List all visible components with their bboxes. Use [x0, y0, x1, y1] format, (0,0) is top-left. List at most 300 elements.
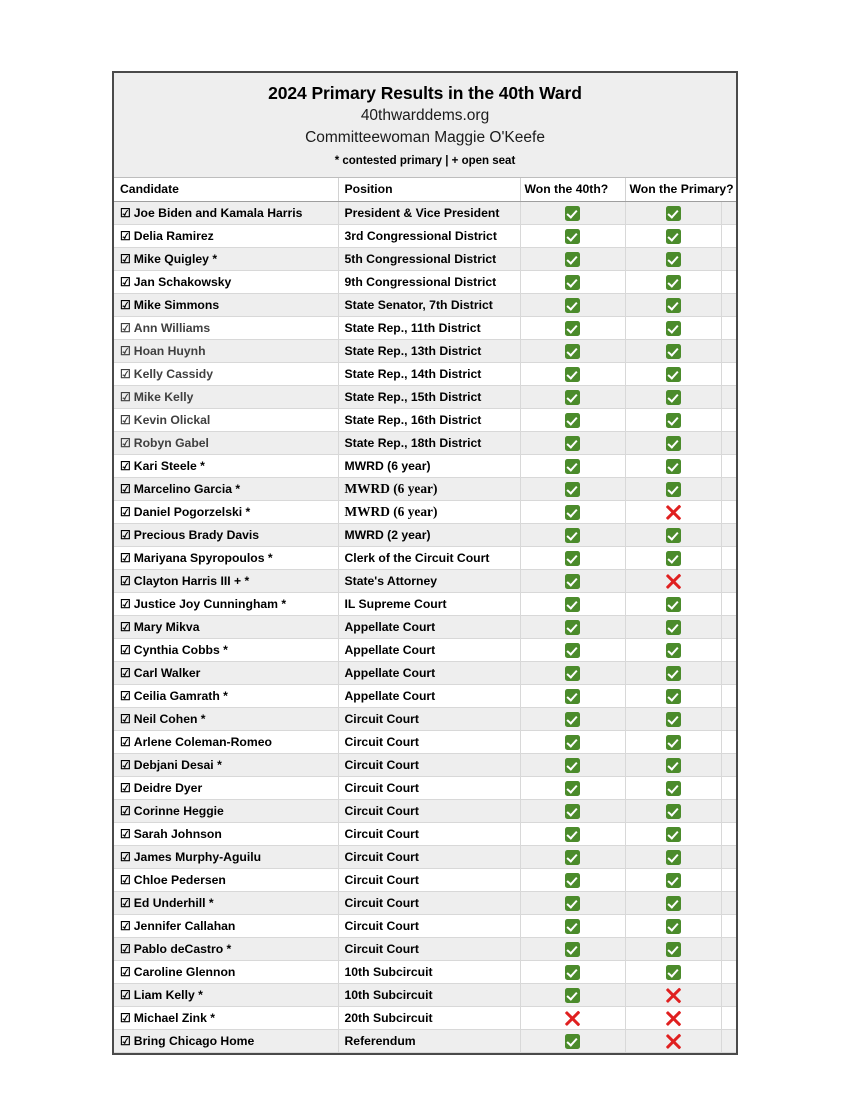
won-primary-cell — [625, 800, 721, 823]
trailing-spacer-cell — [721, 409, 736, 432]
ballot-box-check-icon: ☑ — [120, 367, 131, 382]
candidate-name: Michael Zink * — [133, 1011, 216, 1026]
position-cell: Circuit Court — [338, 800, 520, 823]
candidate-name: Delia Ramirez — [133, 229, 214, 244]
check-mark-icon — [565, 827, 580, 842]
won-40th-cell — [520, 271, 625, 294]
won-40th-cell — [520, 593, 625, 616]
table-row — [114, 593, 736, 616]
table-row — [114, 1007, 736, 1030]
candidate-cell — [114, 685, 338, 708]
won-40th-cell — [520, 570, 625, 593]
won-40th-cell — [520, 524, 625, 547]
table-row — [114, 225, 736, 248]
won-40th-cell — [520, 501, 625, 524]
won-primary-cell — [625, 1007, 721, 1030]
won-primary-cell — [625, 961, 721, 984]
check-mark-icon — [565, 551, 580, 566]
won-40th-cell — [520, 961, 625, 984]
won-primary-cell — [625, 524, 721, 547]
trailing-spacer-cell — [721, 570, 736, 593]
check-mark-icon — [565, 252, 580, 267]
position-cell: Circuit Court — [338, 777, 520, 800]
won-40th-cell — [520, 248, 625, 271]
candidate-name: Carl Walker — [133, 666, 201, 681]
ballot-box-check-icon: ☑ — [120, 275, 131, 290]
check-mark-icon — [666, 321, 681, 336]
cross-mark-icon — [665, 987, 682, 1004]
ballot-box-check-icon: ☑ — [120, 298, 131, 313]
trailing-spacer-cell — [721, 271, 736, 294]
table-header-row — [114, 178, 736, 202]
candidate-name: Debjani Desai * — [133, 758, 222, 773]
candidate-name: Kelly Cassidy — [133, 367, 214, 382]
won-primary-cell — [625, 317, 721, 340]
candidate-cell — [114, 1030, 338, 1053]
legend-footnote: * contested primary | + open seat — [334, 154, 516, 167]
trailing-spacer-cell — [721, 225, 736, 248]
trailing-spacer-cell — [721, 892, 736, 915]
won-primary-cell — [625, 478, 721, 501]
ballot-box-check-icon: ☑ — [120, 896, 131, 911]
position-cell: Circuit Court — [338, 938, 520, 961]
position-cell: Circuit Court — [338, 708, 520, 731]
won-primary-cell — [625, 823, 721, 846]
table-row — [114, 662, 736, 685]
ballot-box-check-icon: ☑ — [120, 827, 131, 842]
trailing-spacer-cell — [721, 501, 736, 524]
candidate-name: James Murphy-Aguilu — [133, 850, 262, 865]
table-row — [114, 915, 736, 938]
trailing-spacer-cell — [721, 432, 736, 455]
candidate-cell — [114, 915, 338, 938]
trailing-spacer-cell — [721, 363, 736, 386]
position-cell: MWRD (6 year) — [338, 478, 520, 501]
check-mark-icon — [666, 298, 681, 313]
check-mark-icon — [666, 804, 681, 819]
check-mark-icon — [565, 781, 580, 796]
ballot-box-check-icon: ☑ — [120, 206, 131, 221]
check-mark-icon — [666, 919, 681, 934]
trailing-spacer-cell — [721, 823, 736, 846]
position-cell: State Rep., 16th District — [338, 409, 520, 432]
results-table — [114, 178, 736, 1053]
check-mark-icon — [565, 919, 580, 934]
candidate-name: Caroline Glennon — [133, 965, 236, 980]
table-row — [114, 731, 736, 754]
ballot-box-check-icon: ☑ — [120, 1034, 131, 1049]
table-row — [114, 984, 736, 1007]
candidate-name: Mike Simmons — [133, 298, 220, 313]
ballot-box-check-icon: ☑ — [120, 873, 131, 888]
position-cell: State Rep., 11th District — [338, 317, 520, 340]
candidate-name: Ceilia Gamrath * — [133, 689, 228, 704]
position-cell: State Rep., 13th District — [338, 340, 520, 363]
position-cell: MWRD (2 year) — [338, 524, 520, 547]
won-40th-cell — [520, 846, 625, 869]
won-primary-cell — [625, 340, 721, 363]
trailing-spacer-cell — [721, 639, 736, 662]
won-40th-cell — [520, 225, 625, 248]
won-primary-cell — [625, 547, 721, 570]
candidate-cell — [114, 869, 338, 892]
trailing-spacer-cell — [721, 754, 736, 777]
cross-mark-icon — [564, 1010, 581, 1027]
candidate-cell — [114, 524, 338, 547]
check-mark-icon — [565, 620, 580, 635]
won-primary-cell — [625, 616, 721, 639]
table-row — [114, 869, 736, 892]
check-mark-icon — [565, 367, 580, 382]
check-mark-icon — [565, 298, 580, 313]
table-row — [114, 777, 736, 800]
position-cell: State Rep., 14th District — [338, 363, 520, 386]
won-primary-cell — [625, 225, 721, 248]
ballot-box-check-icon: ☑ — [120, 758, 131, 773]
won-primary-cell — [625, 202, 721, 225]
ballot-box-check-icon: ☑ — [120, 528, 131, 543]
candidate-cell — [114, 593, 338, 616]
check-mark-icon — [565, 689, 580, 704]
ballot-box-check-icon: ☑ — [120, 988, 131, 1003]
trailing-spacer-cell — [721, 294, 736, 317]
trailing-spacer-cell — [721, 777, 736, 800]
won-40th-cell — [520, 639, 625, 662]
won-primary-cell — [625, 892, 721, 915]
ballot-box-check-icon: ☑ — [120, 735, 131, 750]
check-mark-icon — [565, 528, 580, 543]
check-mark-icon — [565, 436, 580, 451]
table-row — [114, 685, 736, 708]
table-row — [114, 478, 736, 501]
table-row — [114, 570, 736, 593]
check-mark-icon — [666, 827, 681, 842]
position-cell: Circuit Court — [338, 869, 520, 892]
candidate-cell — [114, 892, 338, 915]
candidate-cell — [114, 570, 338, 593]
trailing-spacer-cell — [721, 524, 736, 547]
trailing-spacer-cell — [721, 317, 736, 340]
candidate-cell — [114, 432, 338, 455]
won-40th-cell — [520, 984, 625, 1007]
candidate-cell — [114, 639, 338, 662]
won-primary-cell — [625, 432, 721, 455]
won-primary-cell — [625, 938, 721, 961]
cross-mark-icon — [665, 1033, 682, 1050]
check-mark-icon — [666, 666, 681, 681]
position-cell: Circuit Court — [338, 892, 520, 915]
position-cell: Appellate Court — [338, 616, 520, 639]
trailing-spacer-cell — [721, 248, 736, 271]
table-row — [114, 754, 736, 777]
won-primary-cell — [625, 984, 721, 1007]
won-40th-cell — [520, 915, 625, 938]
check-mark-icon — [565, 505, 580, 520]
check-mark-icon — [565, 942, 580, 957]
table-row — [114, 524, 736, 547]
won-40th-cell — [520, 731, 625, 754]
won-40th-cell — [520, 708, 625, 731]
ballot-box-check-icon: ☑ — [120, 804, 131, 819]
ballot-box-check-icon: ☑ — [120, 666, 131, 681]
ballot-box-check-icon: ☑ — [120, 390, 131, 405]
candidate-name: Neil Cohen * — [133, 712, 206, 727]
column-header-position: Position — [338, 178, 520, 202]
cross-mark-icon — [665, 504, 682, 521]
check-mark-icon — [565, 712, 580, 727]
won-primary-cell — [625, 662, 721, 685]
table-row — [114, 800, 736, 823]
table-row — [114, 432, 736, 455]
trailing-spacer-cell — [721, 915, 736, 938]
position-cell: Appellate Court — [338, 662, 520, 685]
candidate-cell — [114, 846, 338, 869]
candidate-name: Ann Williams — [133, 321, 211, 336]
candidate-name: Mike Kelly — [133, 390, 194, 405]
table-row — [114, 202, 736, 225]
candidate-name: Daniel Pogorzelski * — [133, 505, 251, 520]
results-card — [112, 71, 738, 1055]
table-row — [114, 248, 736, 271]
candidate-cell — [114, 616, 338, 639]
table-row — [114, 271, 736, 294]
check-mark-icon — [666, 896, 681, 911]
column-header-won-40th: Won the 40th? — [520, 178, 625, 202]
position-cell: 3rd Congressional District — [338, 225, 520, 248]
check-mark-icon — [565, 275, 580, 290]
ballot-box-check-icon: ☑ — [120, 459, 131, 474]
won-primary-cell — [625, 1030, 721, 1053]
table-row — [114, 409, 736, 432]
table-row — [114, 708, 736, 731]
check-mark-icon — [666, 229, 681, 244]
table-row — [114, 455, 736, 478]
check-mark-icon — [666, 689, 681, 704]
committeewoman-label: Committeewoman Maggie O'Keefe — [305, 129, 545, 147]
candidate-cell — [114, 294, 338, 317]
candidate-name: Mary Mikva — [133, 620, 200, 635]
table-row — [114, 547, 736, 570]
trailing-spacer-cell — [721, 202, 736, 225]
won-40th-cell — [520, 938, 625, 961]
won-40th-cell — [520, 202, 625, 225]
ballot-box-check-icon: ☑ — [120, 689, 131, 704]
ballot-box-check-icon: ☑ — [120, 712, 131, 727]
candidate-name: Chloe Pedersen — [133, 873, 226, 888]
check-mark-icon — [666, 436, 681, 451]
check-mark-icon — [666, 551, 681, 566]
won-primary-cell — [625, 708, 721, 731]
won-40th-cell — [520, 317, 625, 340]
check-mark-icon — [666, 597, 681, 612]
ballot-box-check-icon: ☑ — [120, 781, 131, 796]
table-row — [114, 340, 736, 363]
check-mark-icon — [565, 666, 580, 681]
candidate-name: Liam Kelly * — [133, 988, 203, 1003]
trailing-spacer-cell — [721, 984, 736, 1007]
check-mark-icon — [565, 390, 580, 405]
trailing-spacer-cell — [721, 593, 736, 616]
table-row — [114, 892, 736, 915]
check-mark-icon — [565, 229, 580, 244]
check-mark-icon — [666, 965, 681, 980]
candidate-cell — [114, 547, 338, 570]
won-40th-cell — [520, 340, 625, 363]
won-40th-cell — [520, 616, 625, 639]
candidate-cell — [114, 363, 338, 386]
won-primary-cell — [625, 731, 721, 754]
check-mark-icon — [565, 321, 580, 336]
won-primary-cell — [625, 386, 721, 409]
won-40th-cell — [520, 455, 625, 478]
check-mark-icon — [565, 988, 580, 1003]
check-mark-icon — [565, 850, 580, 865]
candidate-cell — [114, 662, 338, 685]
check-mark-icon — [565, 344, 580, 359]
column-header-won-primary: Won the Primary? — [625, 178, 736, 202]
won-primary-cell — [625, 271, 721, 294]
won-40th-cell — [520, 294, 625, 317]
won-40th-cell — [520, 363, 625, 386]
candidate-cell — [114, 340, 338, 363]
trailing-spacer-cell — [721, 708, 736, 731]
check-mark-icon — [666, 850, 681, 865]
candidate-cell — [114, 409, 338, 432]
won-primary-cell — [625, 248, 721, 271]
won-40th-cell — [520, 685, 625, 708]
check-mark-icon — [666, 482, 681, 497]
check-mark-icon — [666, 275, 681, 290]
ballot-box-check-icon: ☑ — [120, 942, 131, 957]
trailing-spacer-cell — [721, 1030, 736, 1053]
check-mark-icon — [565, 735, 580, 750]
check-mark-icon — [565, 643, 580, 658]
table-row — [114, 363, 736, 386]
trailing-spacer-cell — [721, 938, 736, 961]
position-cell: State Rep., 18th District — [338, 432, 520, 455]
won-primary-cell — [625, 570, 721, 593]
won-primary-cell — [625, 869, 721, 892]
candidate-cell — [114, 317, 338, 340]
trailing-spacer-cell — [721, 961, 736, 984]
table-body — [114, 202, 736, 1053]
position-cell: 10th Subcircuit — [338, 961, 520, 984]
check-mark-icon — [666, 367, 681, 382]
trailing-spacer-cell — [721, 547, 736, 570]
position-cell: State Senator, 7th District — [338, 294, 520, 317]
trailing-spacer-cell — [721, 386, 736, 409]
cross-mark-icon — [665, 573, 682, 590]
trailing-spacer-cell — [721, 478, 736, 501]
trailing-spacer-cell — [721, 455, 736, 478]
ballot-box-check-icon: ☑ — [120, 252, 131, 267]
candidate-name: Deidre Dyer — [133, 781, 203, 796]
candidate-name: Arlene Coleman-Romeo — [133, 735, 272, 750]
candidate-name: Justice Joy Cunningham * — [133, 597, 287, 612]
position-cell: Referendum — [338, 1030, 520, 1053]
candidate-cell — [114, 478, 338, 501]
candidate-cell — [114, 754, 338, 777]
ballot-box-check-icon: ☑ — [120, 919, 131, 934]
check-mark-icon — [666, 206, 681, 221]
position-cell: 10th Subcircuit — [338, 984, 520, 1007]
position-cell: Circuit Court — [338, 846, 520, 869]
ballot-box-check-icon: ☑ — [120, 505, 131, 520]
table-row — [114, 386, 736, 409]
table-row — [114, 823, 736, 846]
position-cell: Circuit Court — [338, 823, 520, 846]
won-40th-cell — [520, 386, 625, 409]
won-primary-cell — [625, 846, 721, 869]
won-primary-cell — [625, 363, 721, 386]
table-row — [114, 1030, 736, 1053]
check-mark-icon — [565, 804, 580, 819]
won-primary-cell — [625, 294, 721, 317]
table-row — [114, 938, 736, 961]
position-cell: Appellate Court — [338, 639, 520, 662]
check-mark-icon — [565, 597, 580, 612]
candidate-name: Marcelino Garcia * — [133, 482, 241, 497]
position-cell: IL Supreme Court — [338, 593, 520, 616]
check-mark-icon — [666, 942, 681, 957]
position-cell: State's Attorney — [338, 570, 520, 593]
candidate-name: Jan Schakowsky — [133, 275, 232, 290]
check-mark-icon — [565, 482, 580, 497]
candidate-name: Jennifer Callahan — [133, 919, 236, 934]
candidate-cell — [114, 225, 338, 248]
candidate-name: Bring Chicago Home — [133, 1034, 255, 1049]
candidate-cell — [114, 731, 338, 754]
candidate-name: Cynthia Cobbs * — [133, 643, 228, 658]
ballot-box-check-icon: ☑ — [120, 482, 131, 497]
table-row — [114, 616, 736, 639]
trailing-spacer-cell — [721, 869, 736, 892]
ballot-box-check-icon: ☑ — [120, 551, 131, 566]
candidate-cell — [114, 202, 338, 225]
table-row — [114, 846, 736, 869]
check-mark-icon — [565, 206, 580, 221]
ballot-box-check-icon: ☑ — [120, 643, 131, 658]
trailing-spacer-cell — [721, 846, 736, 869]
check-mark-icon — [666, 712, 681, 727]
check-mark-icon — [565, 574, 580, 589]
won-40th-cell — [520, 777, 625, 800]
check-mark-icon — [666, 620, 681, 635]
won-primary-cell — [625, 915, 721, 938]
check-mark-icon — [666, 390, 681, 405]
won-40th-cell — [520, 547, 625, 570]
candidate-name: Pablo deCastro * — [133, 942, 232, 957]
won-40th-cell — [520, 1007, 625, 1030]
table-row — [114, 639, 736, 662]
ballot-box-check-icon: ☑ — [120, 620, 131, 635]
check-mark-icon — [666, 344, 681, 359]
check-mark-icon — [666, 528, 681, 543]
table-row — [114, 294, 736, 317]
won-40th-cell — [520, 823, 625, 846]
won-primary-cell — [625, 685, 721, 708]
candidate-cell — [114, 501, 338, 524]
candidate-cell — [114, 984, 338, 1007]
check-mark-icon — [565, 758, 580, 773]
candidate-name: Kari Steele * — [133, 459, 205, 474]
website-label: 40thwarddems.org — [360, 106, 490, 124]
candidate-cell — [114, 938, 338, 961]
ballot-box-check-icon: ☑ — [120, 436, 131, 451]
table-row — [114, 317, 736, 340]
won-40th-cell — [520, 478, 625, 501]
candidate-name: Ed Underhill * — [133, 896, 214, 911]
